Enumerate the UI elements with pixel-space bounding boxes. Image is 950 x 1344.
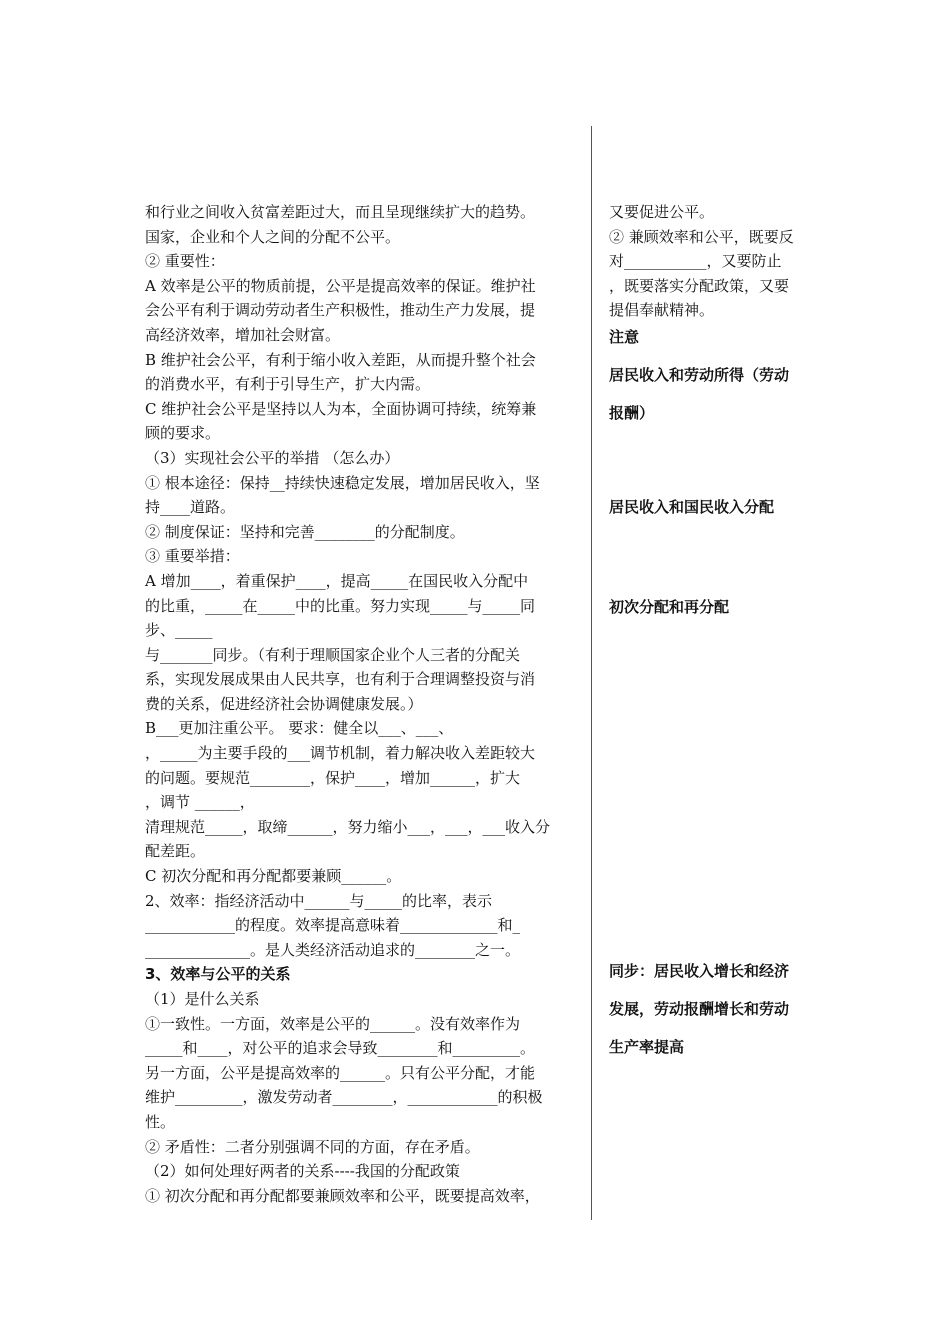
text-line: 性。 [145, 1112, 176, 1131]
text-line: ③ 重要举措： [145, 547, 240, 566]
text-line: 的问题。要规范________，保护____，增加______，扩大 [145, 768, 521, 787]
text-line: 的比重，_____在_____中的比重。努力实现_____与_____同 [145, 596, 536, 615]
text-line: ② 重要性： [145, 252, 225, 271]
text-line: 高经济效率，增加社会财富。 [145, 325, 341, 344]
note-primary-redistribution [609, 588, 819, 626]
text-line: B 维护社会公平，有利于缩小收入差距，从而提升整个社会 [145, 350, 536, 369]
text-line: ______________。是人类经济活动追求的________之一。 [145, 940, 521, 959]
text-line: 和行业之间收入贫富差距过大，而且呈现继续扩大的趋势。 [145, 203, 536, 221]
text-line: 又要促进公平。 [609, 203, 715, 221]
note-line: 发展，劳动报酬增长和劳动 [609, 1000, 790, 1018]
section-heading-efficiency: 2、效率：指经济活动中______与_____的比率，表示 [145, 891, 493, 910]
text-line: ，既要落实分配政策，又要 [609, 276, 790, 295]
text-line: ① 初次分配和再分配都要兼顾效率和公平，既要提高效率， [145, 1186, 540, 1205]
column-divider [591, 126, 592, 1220]
note-line: 生产率提高 [609, 1038, 685, 1056]
text-line: 系，实现发展成果由人民共享，也有利于合理调整投资与消 [145, 670, 536, 689]
text-line: ①一致性。一方面，效率是公平的______。没有效率作为 [145, 1014, 521, 1033]
text-line: 的消费水平，有利于引导生产，扩大内需。 [145, 375, 431, 394]
section-heading-relationship: 3、效率与公平的关系 [145, 965, 291, 984]
note-line: 注意 [609, 328, 640, 346]
text-line: 与_______同步。（有利于理顺国家企业个人三者的分配关 [145, 645, 521, 664]
text-line: C 维护社会公平是坚持以人为本，全面协调可持续，统筹兼 [145, 399, 537, 418]
note-line: 报酬） [609, 404, 655, 422]
text-line: 费的关系，促进经济社会协调健康发展。） [145, 694, 423, 713]
text-line: ② 制度保证：坚持和完善________的分配制度。 [145, 522, 465, 541]
text-line: 顾的要求。 [145, 424, 221, 443]
note-synchronization [609, 952, 819, 1066]
text-line: C 初次分配和再分配都要兼顾______。 [145, 867, 402, 886]
note-line: 居民收入和劳动所得（劳动 [609, 366, 790, 384]
text-line: ，调节 ______， [145, 793, 255, 812]
text-line: 清理规范_____，取缔______，努力缩小___，___，___收入分 [145, 817, 551, 836]
text-line: 维护_________，激发劳动者________，____________的积极 [145, 1088, 543, 1107]
text-line: A 效率是公平的物质前提，公平是提高效率的保证。维护社 [145, 276, 536, 295]
right-column [609, 200, 809, 323]
text-line: ① 根本途径：保持__持续快速稳定发展，增加居民收入，坚 [145, 473, 540, 492]
text-line: 步、_____ [145, 621, 213, 640]
text-line: 配差距。 [145, 842, 206, 861]
text-line: ，_____为主要手段的___调节机制，着力解决收入差距较大 [145, 744, 536, 763]
text-line: 持____道路。 [145, 498, 236, 517]
text-line: 另一方面，公平是提高效率的______。只有公平分配，才能 [145, 1063, 536, 1082]
text-line: A 增加____，着重保护____，提高_____在国民收入分配中 [145, 571, 529, 590]
text-line: ② 矛盾性：二者分别强调不同的方面，存在矛盾。 [145, 1137, 480, 1156]
text-line: （2）如何处理好两者的关系----我国的分配政策 [145, 1162, 460, 1181]
note-line: 居民收入和国民收入分配 [609, 498, 775, 516]
text-line: ____________的程度。效率提高意味着_____________和_ [145, 916, 521, 935]
text-line: B___更加注重公平。 要求：健全以___、___、 [145, 719, 454, 738]
note-income-distribution [609, 488, 819, 526]
text-line: ② 兼顾效率和公平，既要反 [609, 227, 794, 246]
note-line: 初次分配和再分配 [609, 598, 730, 616]
text-line: 提倡奉献精神。 [609, 301, 715, 320]
note-attention [609, 318, 819, 432]
text-line: （1）是什么关系 [145, 990, 260, 1008]
text-line: _____和____，对公平的追求会导致________和_________。 [145, 1039, 536, 1058]
text-line: 对___________，又要防止 [609, 252, 782, 271]
left-column [145, 200, 581, 1208]
note-line: 同步：居民收入增长和经济 [609, 962, 790, 980]
text-line: 会公平有利于调动劳动者生产积极性，推动生产力发展，提 [145, 301, 536, 320]
text-line: 国家，企业和个人之间的分配不公平。 [145, 227, 401, 246]
text-line: （3）实现社会公平的举措 （怎么办） [145, 448, 400, 467]
